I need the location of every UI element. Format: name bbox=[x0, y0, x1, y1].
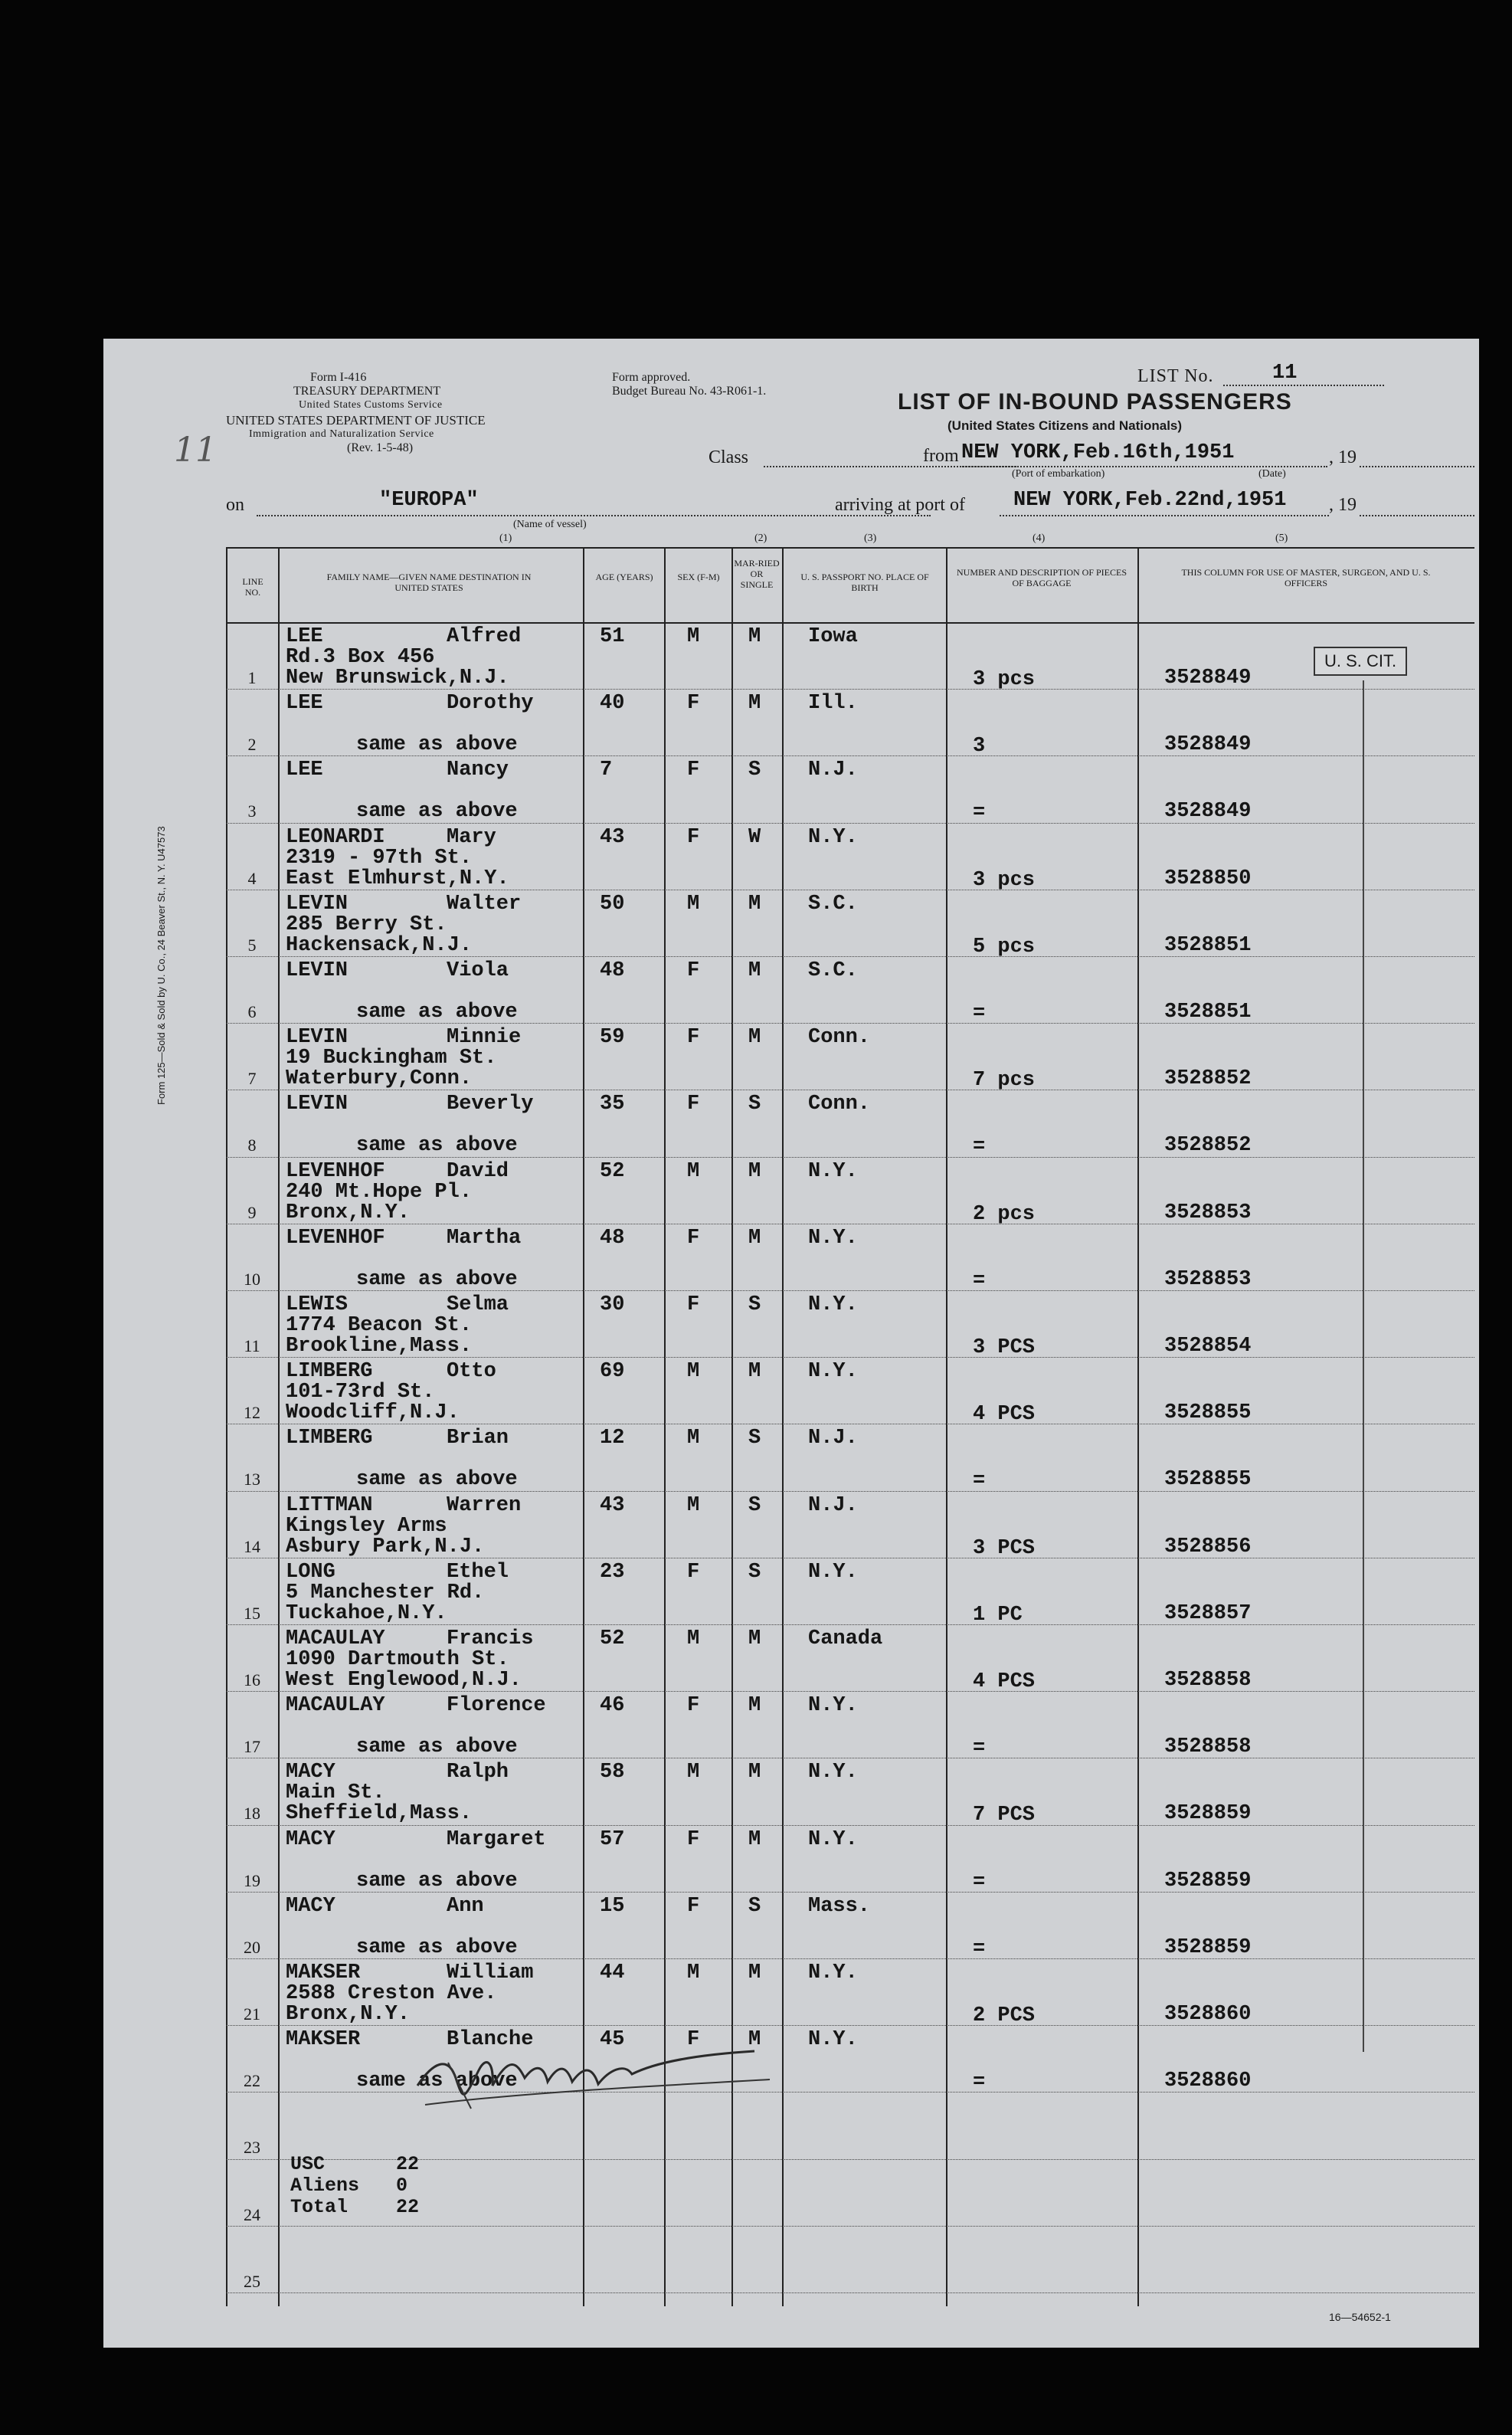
margin-note: 11 bbox=[174, 431, 217, 470]
passport-number: 3528852 bbox=[1164, 1067, 1252, 1091]
baggage: 5 pcs bbox=[973, 935, 1036, 959]
marital-status: M bbox=[748, 625, 761, 648]
line-number: 19 bbox=[244, 1870, 260, 1890]
sex: M bbox=[687, 1761, 700, 1784]
baggage: = bbox=[973, 1002, 986, 1025]
page-title: LIST OF IN-BOUND PASSENGERS bbox=[898, 389, 1292, 415]
address-line-2: Woodcliff,N.J. bbox=[286, 1401, 460, 1425]
baggage: 3 PCS bbox=[973, 1536, 1036, 1560]
age: 12 bbox=[600, 1427, 625, 1450]
place-of-birth: N.J. bbox=[808, 1493, 858, 1517]
marital-status: S bbox=[748, 759, 761, 782]
family-name: MACY bbox=[286, 1761, 335, 1784]
sex: M bbox=[687, 892, 700, 916]
address-line-2: Hackensack,N.J. bbox=[286, 933, 473, 957]
line-number: 14 bbox=[244, 1536, 260, 1556]
sex: F bbox=[687, 1894, 700, 1918]
marital-status: M bbox=[748, 1761, 761, 1784]
address-line-1: 2319 - 97th St. bbox=[286, 846, 473, 870]
marital-status: S bbox=[748, 1093, 761, 1116]
officer-signature bbox=[402, 2032, 785, 2116]
address-line-1: 2588 Creston Ave. bbox=[286, 1982, 497, 2005]
passport-number: 3528853 bbox=[1164, 1201, 1252, 1224]
address-line-2: Brookline,Mass. bbox=[286, 1335, 473, 1358]
footer-code: 16—54652-1 bbox=[1329, 2311, 1391, 2323]
place-of-birth: Mass. bbox=[808, 1894, 871, 1918]
age: 51 bbox=[600, 625, 625, 648]
sex: F bbox=[687, 759, 700, 782]
baggage: 4 PCS bbox=[973, 1670, 1036, 1693]
col-officers: THIS COLUMN FOR USE OF MASTER, SURGEON, AND U. S. OFFICERS bbox=[1181, 567, 1431, 588]
place-of-birth: Conn. bbox=[808, 1093, 871, 1116]
family-name: LEE bbox=[286, 759, 323, 782]
given-name: Ethel bbox=[447, 1560, 509, 1584]
marital-status: S bbox=[748, 1560, 761, 1584]
col-age: AGE (YEARS) bbox=[595, 572, 653, 582]
baggage: = bbox=[973, 1937, 986, 1961]
year-suffix: , 19 bbox=[1329, 447, 1357, 467]
line-number: 2 bbox=[247, 735, 257, 755]
baggage: = bbox=[973, 1470, 986, 1493]
family-name: LEVIN bbox=[286, 1093, 349, 1116]
line-number: 9 bbox=[247, 1202, 257, 1222]
marital-status: S bbox=[748, 1493, 761, 1517]
passport-number: 3528859 bbox=[1164, 1869, 1252, 1893]
place-of-birth: N.J. bbox=[808, 759, 858, 782]
family-name: LEWIS bbox=[286, 1293, 349, 1316]
given-name: Ann bbox=[447, 1894, 484, 1918]
sex: F bbox=[687, 1093, 700, 1116]
family-name: LEVIN bbox=[286, 892, 349, 916]
place-of-birth: N.Y. bbox=[808, 1761, 858, 1784]
place-of-birth: Ill. bbox=[808, 692, 858, 716]
age: 43 bbox=[600, 1493, 625, 1517]
passport-number: 3528854 bbox=[1164, 1335, 1252, 1358]
address-line-2: Bronx,N.Y. bbox=[286, 2003, 411, 2026]
col-passport: U. S. PASSPORT NO. PLACE OF BIRTH bbox=[800, 572, 929, 593]
total-value: 22 bbox=[396, 2153, 420, 2175]
family-name: LEVIN bbox=[286, 959, 349, 982]
age: 48 bbox=[600, 1226, 625, 1250]
address-line-2: East Elmhurst,N.Y. bbox=[286, 867, 509, 890]
place-of-birth: N.Y. bbox=[808, 1827, 858, 1851]
place-of-birth: N.Y. bbox=[808, 1159, 858, 1183]
given-name: Viola bbox=[447, 959, 509, 982]
marital-status: S bbox=[748, 1894, 761, 1918]
passport-number: 3528849 bbox=[1164, 733, 1252, 757]
col-num-2: (2) bbox=[754, 533, 767, 544]
place-of-birth: Canada bbox=[808, 1627, 883, 1650]
age: 45 bbox=[600, 2028, 625, 2052]
col-num-5: (5) bbox=[1275, 533, 1288, 544]
family-name: LEE bbox=[286, 625, 323, 648]
form-sheet bbox=[103, 339, 1479, 2348]
marital-status: M bbox=[748, 892, 761, 916]
col-num-1: (1) bbox=[499, 533, 512, 544]
marital-status: M bbox=[748, 1627, 761, 1650]
age: 44 bbox=[600, 1961, 625, 1984]
place-of-birth: Conn. bbox=[808, 1026, 871, 1050]
sex: M bbox=[687, 1159, 700, 1183]
passport-number: 3528857 bbox=[1164, 1601, 1252, 1625]
family-name: LIMBERG bbox=[286, 1360, 373, 1384]
address-line-2: same as above bbox=[356, 1001, 518, 1024]
given-name: Francis bbox=[447, 1627, 534, 1650]
given-name: William bbox=[447, 1961, 534, 1984]
vessel-caption: (Name of vessel) bbox=[513, 519, 587, 530]
marital-status: M bbox=[748, 1226, 761, 1250]
col-num-3: (3) bbox=[864, 533, 877, 544]
marital-status: M bbox=[748, 1159, 761, 1183]
baggage: 1 PC bbox=[973, 1603, 1023, 1627]
justice-dept: UNITED STATES DEPARTMENT OF JUSTICE bbox=[226, 413, 486, 428]
sex: M bbox=[687, 1493, 700, 1517]
age: 30 bbox=[600, 1293, 625, 1316]
given-name: Florence bbox=[447, 1694, 546, 1718]
col-num-4: (4) bbox=[1033, 533, 1046, 544]
passport-number: 3528851 bbox=[1164, 933, 1252, 957]
address-line-2: Waterbury,Conn. bbox=[286, 1067, 473, 1091]
passport-number: 3528855 bbox=[1164, 1468, 1252, 1492]
line-number: 15 bbox=[244, 1603, 260, 1623]
col-baggage: NUMBER AND DESCRIPTION OF PIECES OF BAGGAGE bbox=[956, 567, 1127, 588]
list-label: LIST No. bbox=[1137, 366, 1214, 386]
age: 52 bbox=[600, 1159, 625, 1183]
address-line-2: New Brunswick,N.J. bbox=[286, 667, 509, 690]
baggage: 3 PCS bbox=[973, 1336, 1036, 1359]
revision: (Rev. 1-5-48) bbox=[347, 441, 414, 454]
line-number: 25 bbox=[244, 2271, 260, 2291]
col-sex: SEX (F-M) bbox=[677, 572, 720, 582]
age: 52 bbox=[600, 1627, 625, 1650]
line-number: 11 bbox=[244, 1336, 260, 1355]
address-line-1: Rd.3 Box 456 bbox=[286, 646, 435, 669]
address-line-2: same as above bbox=[356, 1468, 518, 1492]
sex: M bbox=[687, 1961, 700, 1984]
place-of-birth: N.Y. bbox=[808, 1961, 858, 1984]
family-name: MACY bbox=[286, 1827, 335, 1851]
total-label: Aliens bbox=[290, 2174, 360, 2197]
place-of-birth: N.Y. bbox=[808, 1360, 858, 1384]
address-line-2: same as above bbox=[356, 1735, 518, 1759]
col-name: FAMILY NAME—GIVEN NAME DESTINATION IN UNITED STATES bbox=[326, 572, 532, 593]
printer-credit: Form 125—Sold & Sold by U. Co., 24 Beaver St., N. Y. U47573 bbox=[155, 826, 167, 1105]
baggage: 4 PCS bbox=[973, 1403, 1036, 1427]
address-line-2: same as above bbox=[356, 1869, 518, 1893]
on-label: on bbox=[226, 495, 244, 515]
form-number: Form I-416 bbox=[310, 371, 367, 384]
marital-status: S bbox=[748, 1427, 761, 1450]
given-name: Warren bbox=[447, 1493, 522, 1517]
line-number: 20 bbox=[244, 1937, 260, 1957]
line-number: 1 bbox=[247, 668, 257, 687]
sex: F bbox=[687, 1827, 700, 1851]
line-number: 3 bbox=[247, 801, 257, 821]
row-divider bbox=[226, 2292, 1474, 2293]
given-name: Walter bbox=[447, 892, 522, 916]
family-name: LEONARDI bbox=[286, 825, 385, 849]
age: 69 bbox=[600, 1360, 625, 1384]
line-number: 4 bbox=[247, 868, 257, 888]
passport-number: 3528855 bbox=[1164, 1401, 1252, 1425]
baggage: = bbox=[973, 2071, 986, 2095]
address-line-2: same as above bbox=[356, 800, 518, 824]
age: 7 bbox=[600, 759, 613, 782]
date-caption: (Date) bbox=[1258, 468, 1286, 480]
family-name: MAKSER bbox=[286, 1961, 361, 1984]
place-of-birth: N.Y. bbox=[808, 1694, 858, 1718]
row-divider bbox=[226, 2025, 1474, 2026]
age: 48 bbox=[600, 959, 625, 982]
ins-service: Immigration and Naturalization Service bbox=[249, 428, 434, 440]
age: 50 bbox=[600, 892, 625, 916]
address-line-1: 1090 Dartmouth St. bbox=[286, 1648, 509, 1671]
baggage: 7 PCS bbox=[973, 1804, 1036, 1827]
line-number: 6 bbox=[247, 1002, 257, 1021]
place-of-birth: S.C. bbox=[808, 892, 858, 916]
family-name: MACAULAY bbox=[286, 1694, 385, 1718]
port-of-embarkation: NEW YORK,Feb.16th,1951 bbox=[961, 441, 1235, 464]
sex: M bbox=[687, 1360, 700, 1384]
passport-number: 3528860 bbox=[1164, 2070, 1252, 2093]
baggage: = bbox=[973, 1269, 986, 1293]
marital-status: S bbox=[748, 1293, 761, 1316]
address-line-1: 1774 Beacon St. bbox=[286, 1314, 473, 1337]
family-name: LITTMAN bbox=[286, 1493, 373, 1517]
given-name: Blanche bbox=[447, 2028, 534, 2052]
place-of-birth: N.Y. bbox=[808, 2028, 858, 2052]
place-of-birth: N.Y. bbox=[808, 1293, 858, 1316]
baggage: 2 PCS bbox=[973, 2004, 1036, 2027]
passport-number: 3528850 bbox=[1164, 867, 1252, 890]
line-number: 5 bbox=[247, 935, 257, 955]
place-of-birth: S.C. bbox=[808, 959, 858, 982]
given-name: David bbox=[447, 1159, 509, 1183]
list-number: 11 bbox=[1272, 362, 1298, 385]
passport-number: 3528858 bbox=[1164, 1735, 1252, 1759]
age: 58 bbox=[600, 1761, 625, 1784]
total-label: USC bbox=[290, 2153, 326, 2175]
address-line-2: same as above bbox=[356, 1267, 518, 1291]
address-line-1: 5 Manchester Rd. bbox=[286, 1581, 485, 1604]
marital-status: M bbox=[748, 1694, 761, 1718]
age: 35 bbox=[600, 1093, 625, 1116]
baggage: = bbox=[973, 801, 986, 825]
place-of-birth: N.J. bbox=[808, 1427, 858, 1450]
sex: F bbox=[687, 1694, 700, 1718]
col-married: MAR-RIED OR SINGLE bbox=[734, 558, 780, 590]
address-line-2: Bronx,N.Y. bbox=[286, 1201, 411, 1224]
sex: F bbox=[687, 1293, 700, 1316]
given-name: Beverly bbox=[447, 1093, 534, 1116]
baggage: 2 pcs bbox=[973, 1202, 1036, 1226]
family-name: MACAULAY bbox=[286, 1627, 385, 1650]
baggage: = bbox=[973, 1136, 986, 1159]
passport-number: 3528849 bbox=[1164, 667, 1252, 690]
marital-status: M bbox=[748, 1360, 761, 1384]
passport-number: 3528859 bbox=[1164, 1802, 1252, 1826]
age: 46 bbox=[600, 1694, 625, 1718]
marital-status: M bbox=[748, 692, 761, 716]
sex: F bbox=[687, 692, 700, 716]
address-line-2: same as above bbox=[356, 1134, 518, 1158]
sex: F bbox=[687, 825, 700, 849]
family-name: LONG bbox=[286, 1560, 335, 1584]
baggage: 3 pcs bbox=[973, 668, 1036, 691]
address-line-2: same as above bbox=[356, 1935, 518, 1959]
given-name: Ralph bbox=[447, 1761, 509, 1784]
age: 43 bbox=[600, 825, 625, 849]
line-number: 16 bbox=[244, 1670, 260, 1689]
page-subtitle: (United States Citizens and Nationals) bbox=[947, 418, 1183, 433]
vessel-name: "EUROPA" bbox=[379, 489, 479, 512]
family-name: MACY bbox=[286, 1894, 335, 1918]
given-name: Selma bbox=[447, 1293, 509, 1316]
arriving-label: arriving at port of bbox=[835, 495, 965, 515]
arrival-port-date: NEW YORK,Feb.22nd,1951 bbox=[1013, 489, 1287, 512]
line-number: 23 bbox=[244, 2138, 260, 2158]
given-name: Brian bbox=[447, 1427, 509, 1450]
line-number: 17 bbox=[244, 1737, 260, 1757]
address-line-2: Sheffield,Mass. bbox=[286, 1802, 473, 1826]
given-name: Otto bbox=[447, 1360, 496, 1384]
age: 23 bbox=[600, 1560, 625, 1584]
baggage: 7 pcs bbox=[973, 1069, 1036, 1093]
address-line-2: same as above bbox=[356, 2070, 518, 2093]
address-line-2: same as above bbox=[356, 733, 518, 757]
marital-status: M bbox=[748, 1827, 761, 1851]
line-number: 13 bbox=[244, 1470, 260, 1490]
passport-number: 3528849 bbox=[1164, 800, 1252, 824]
passport-number: 3528853 bbox=[1164, 1267, 1252, 1291]
address-line-2: West Englewood,N.J. bbox=[286, 1669, 522, 1692]
from-label: from bbox=[923, 446, 959, 466]
form-approved: Form approved. bbox=[612, 371, 691, 384]
total-value: 22 bbox=[396, 2196, 420, 2218]
line-number: 21 bbox=[244, 2004, 260, 2024]
passport-number: 3528860 bbox=[1164, 2003, 1252, 2026]
place-of-birth: N.Y. bbox=[808, 1226, 858, 1250]
age: 59 bbox=[600, 1026, 625, 1050]
family-name: LIMBERG bbox=[286, 1427, 373, 1450]
place-of-birth: Iowa bbox=[808, 625, 858, 648]
family-name: LEVIN bbox=[286, 1026, 349, 1050]
passport-number: 3528858 bbox=[1164, 1669, 1252, 1692]
address-line-1: Kingsley Arms bbox=[286, 1514, 447, 1538]
address-line-1: Main St. bbox=[286, 1781, 385, 1805]
age: 40 bbox=[600, 692, 625, 716]
family-name: LEVENHOF bbox=[286, 1159, 385, 1183]
passport-number: 3528851 bbox=[1164, 1001, 1252, 1024]
address-line-1: 240 Mt.Hope Pl. bbox=[286, 1180, 473, 1204]
address-line-2: Tuckahoe,N.Y. bbox=[286, 1601, 447, 1625]
marital-status: M bbox=[748, 1961, 761, 1984]
sex: M bbox=[687, 625, 700, 648]
budget-bureau: Budget Bureau No. 43-R061-1. bbox=[612, 385, 767, 398]
line-number: 10 bbox=[244, 1269, 260, 1289]
baggage: 3 pcs bbox=[973, 868, 1036, 892]
port-embark-caption: (Port of embarkation) bbox=[1012, 468, 1105, 480]
given-name: Alfred bbox=[447, 625, 522, 648]
year-suffix-2: , 19 bbox=[1329, 495, 1357, 515]
sex: M bbox=[687, 1627, 700, 1650]
sex: M bbox=[687, 1427, 700, 1450]
given-name: Minnie bbox=[447, 1026, 522, 1050]
total-value: 0 bbox=[396, 2174, 408, 2197]
sex: F bbox=[687, 959, 700, 982]
line-number: 7 bbox=[247, 1069, 257, 1089]
passport-number: 3528852 bbox=[1164, 1134, 1252, 1158]
marital-status: M bbox=[748, 959, 761, 982]
address-line-1: 285 Berry St. bbox=[286, 913, 447, 936]
place-of-birth: N.Y. bbox=[808, 1560, 858, 1584]
given-name: Margaret bbox=[447, 1827, 546, 1851]
given-name: Nancy bbox=[447, 759, 509, 782]
treasury-dept: TREASURY DEPARTMENT bbox=[293, 385, 441, 398]
passport-number: 3528856 bbox=[1164, 1535, 1252, 1558]
age: 57 bbox=[600, 1827, 625, 1851]
line-number: 8 bbox=[247, 1136, 257, 1155]
marital-status: M bbox=[748, 1026, 761, 1050]
age: 15 bbox=[600, 1894, 625, 1918]
row-divider bbox=[226, 2226, 1474, 2227]
sex: F bbox=[687, 1560, 700, 1584]
col-line-no: LINE NO. bbox=[242, 576, 263, 598]
given-name: Mary bbox=[447, 825, 496, 849]
address-line-1: 19 Buckingham St. bbox=[286, 1047, 497, 1070]
family-name: MAKSER bbox=[286, 2028, 361, 2052]
marital-status: W bbox=[748, 825, 761, 849]
given-name: Dorothy bbox=[447, 692, 534, 716]
line-number: 24 bbox=[244, 2204, 260, 2224]
sex: F bbox=[687, 1026, 700, 1050]
baggage: = bbox=[973, 1870, 986, 1894]
family-name: LEE bbox=[286, 692, 323, 716]
marital-status: M bbox=[748, 2028, 761, 2052]
class-label: Class bbox=[709, 447, 749, 467]
passport-number: 3528859 bbox=[1164, 1935, 1252, 1959]
address-line-1: 101-73rd St. bbox=[286, 1381, 435, 1404]
given-name: Martha bbox=[447, 1226, 522, 1250]
baggage: 3 bbox=[973, 735, 986, 759]
family-name: LEVENHOF bbox=[286, 1226, 385, 1250]
sex: F bbox=[687, 1226, 700, 1250]
line-number: 12 bbox=[244, 1403, 260, 1423]
baggage: = bbox=[973, 1737, 986, 1761]
address-line-2: Asbury Park,N.J. bbox=[286, 1535, 485, 1558]
us-citizen-stamp: U. S. CIT. bbox=[1314, 647, 1407, 676]
sex: F bbox=[687, 2028, 700, 2052]
customs-service: United States Customs Service bbox=[299, 399, 443, 411]
line-number: 18 bbox=[244, 1804, 260, 1824]
place-of-birth: N.Y. bbox=[808, 825, 858, 849]
line-number: 22 bbox=[244, 2071, 260, 2091]
total-label: Total bbox=[290, 2196, 349, 2218]
